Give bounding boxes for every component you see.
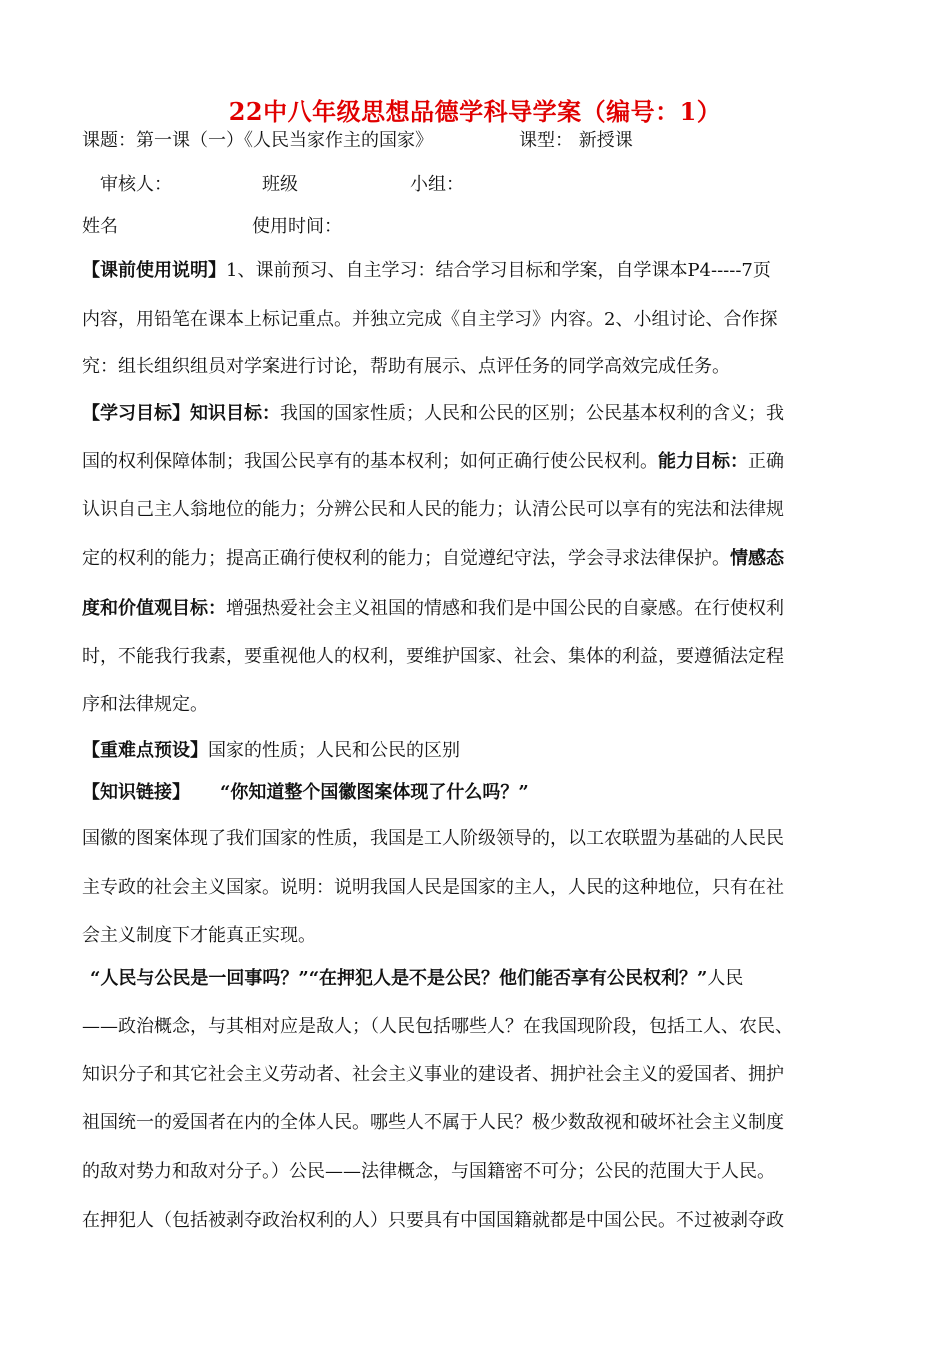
group-label: 小组： [410,174,464,195]
goals-line-7: 序和法律规定。 [82,694,208,715]
goals-line-5 [82,597,872,621]
people-text-3: 祖国统一的爱国者在内的全体人民。哪些人不属于人民？极少数敌视和破坏社会主义制度 [82,1112,784,1133]
goals-text-1: 我国的国家性质；人民和公民的区别；公民基本权利的含义；我 [280,403,784,424]
goals-text-4: 定的权利的能力；提高正确行使权利的能力；自觉遵纪守法，学会寻求法律保护。 [82,548,730,569]
topic: 课题：第一课（一）《人民当家作主的国家》 [82,130,433,151]
emotion-goal-label-a: 情感态 [730,548,784,569]
key-points-line [82,739,872,763]
knowledge-goal-label: 知识目标： [190,403,280,424]
goals-text-2: 国的权利保障体制；我国公民享有的基本权利；如何正确行使公民权利。 [82,451,658,472]
knowledge-link-text-1: 国徽的图案体现了我们国家的性质，我国是工人阶级领导的，以工农联盟为基础的人民民 [82,828,784,849]
goals-line-4 [82,547,872,571]
name-label: 姓名 [82,216,118,237]
usage-text-1: 1、课前预习、自主学习：结合学习目标和学案，自学课本P4-----7页 [226,260,771,281]
key-points-label: 【重难点预设】 [82,740,208,761]
goals-label: 【学习目标】 [82,403,190,424]
knowledge-link-question: “你知道整个国徽图案体现了什么吗？” [220,782,529,803]
lesson-type: 课型： 新授课 [519,130,633,151]
reviewer-line [82,173,872,197]
topic-line [82,129,872,153]
question2-tail: 人民 [707,968,744,989]
name-line [82,215,872,239]
knowledge-link-label: 【知识链接】 [82,782,190,803]
question2-line [82,967,872,991]
ability-goal-label: 能力目标： [658,451,748,472]
goals-line-3: 认识自己主人翁地位的能力；分辨公民和人民的能力；认清公民可以享有的宪法和法律规 [82,499,784,520]
reviewer-label: 审核人： [100,174,172,195]
knowledge-link-question2: “人民与公民是一回事吗？”“在押犯人是不是公民？他们能否享有公民权利？” [90,968,708,989]
key-points-text: 国家的性质；人民和公民的区别 [208,740,460,761]
usage-line-2: 内容，用铅笔在课本上标记重点。并独立完成《自主学习》内容。2、小组讨论、合作探 [82,309,778,330]
goals-text-2-tail: 正确 [748,451,784,472]
knowledge-link-text-2: 主专政的社会主义国家。说明：说明我国人民是国家的主人，人民的这种地位，只有在社 [82,877,784,898]
class-label: 班级 [262,174,298,195]
goals-line-6: 时，不能我行我素，要重视他人的权利，要维护国家、社会、集体的利益，要遵循法定程 [82,646,784,667]
goals-line-1 [82,402,872,426]
people-text-4: 的敌对势力和敌对分子。）公民——法律概念，与国籍密不可分；公民的范围大于人民。 [82,1161,775,1182]
usage-line-1 [82,259,872,283]
knowledge-link-line [82,781,872,805]
people-text-5: 在押犯人（包括被剥夺政治权利的人）只要具有中国国籍就都是中国公民。不过被剥夺政 [82,1210,784,1231]
use-time-label: 使用时间： [252,216,342,237]
emotion-goal-label-b: 度和价值观目标： [82,598,226,619]
knowledge-link-text-3: 会主义制度下才能真正实现。 [82,925,316,946]
goals-text-5: 增强热爱社会主义祖国的情感和我们是中国公民的自豪感。在行使权利 [226,598,784,619]
people-text-2: 知识分子和其它社会主义劳动者、社会主义事业的建设者、拥护社会主义的爱国者、拥护 [82,1064,784,1085]
page-title: 22中八年级思想品德学科导学案（编号：1） [228,97,722,126]
usage-label: 【课前使用说明】 [82,260,226,281]
usage-line-3: 究：组长组织组员对学案进行讨论，帮助有展示、点评任务的同学高效完成任务。 [82,356,730,377]
people-text-1: ——政治概念，与其相对应是敌人；（人民包括哪些人？在我国现阶段，包括工人、农民、 [82,1016,793,1037]
goals-line-2 [82,450,872,474]
